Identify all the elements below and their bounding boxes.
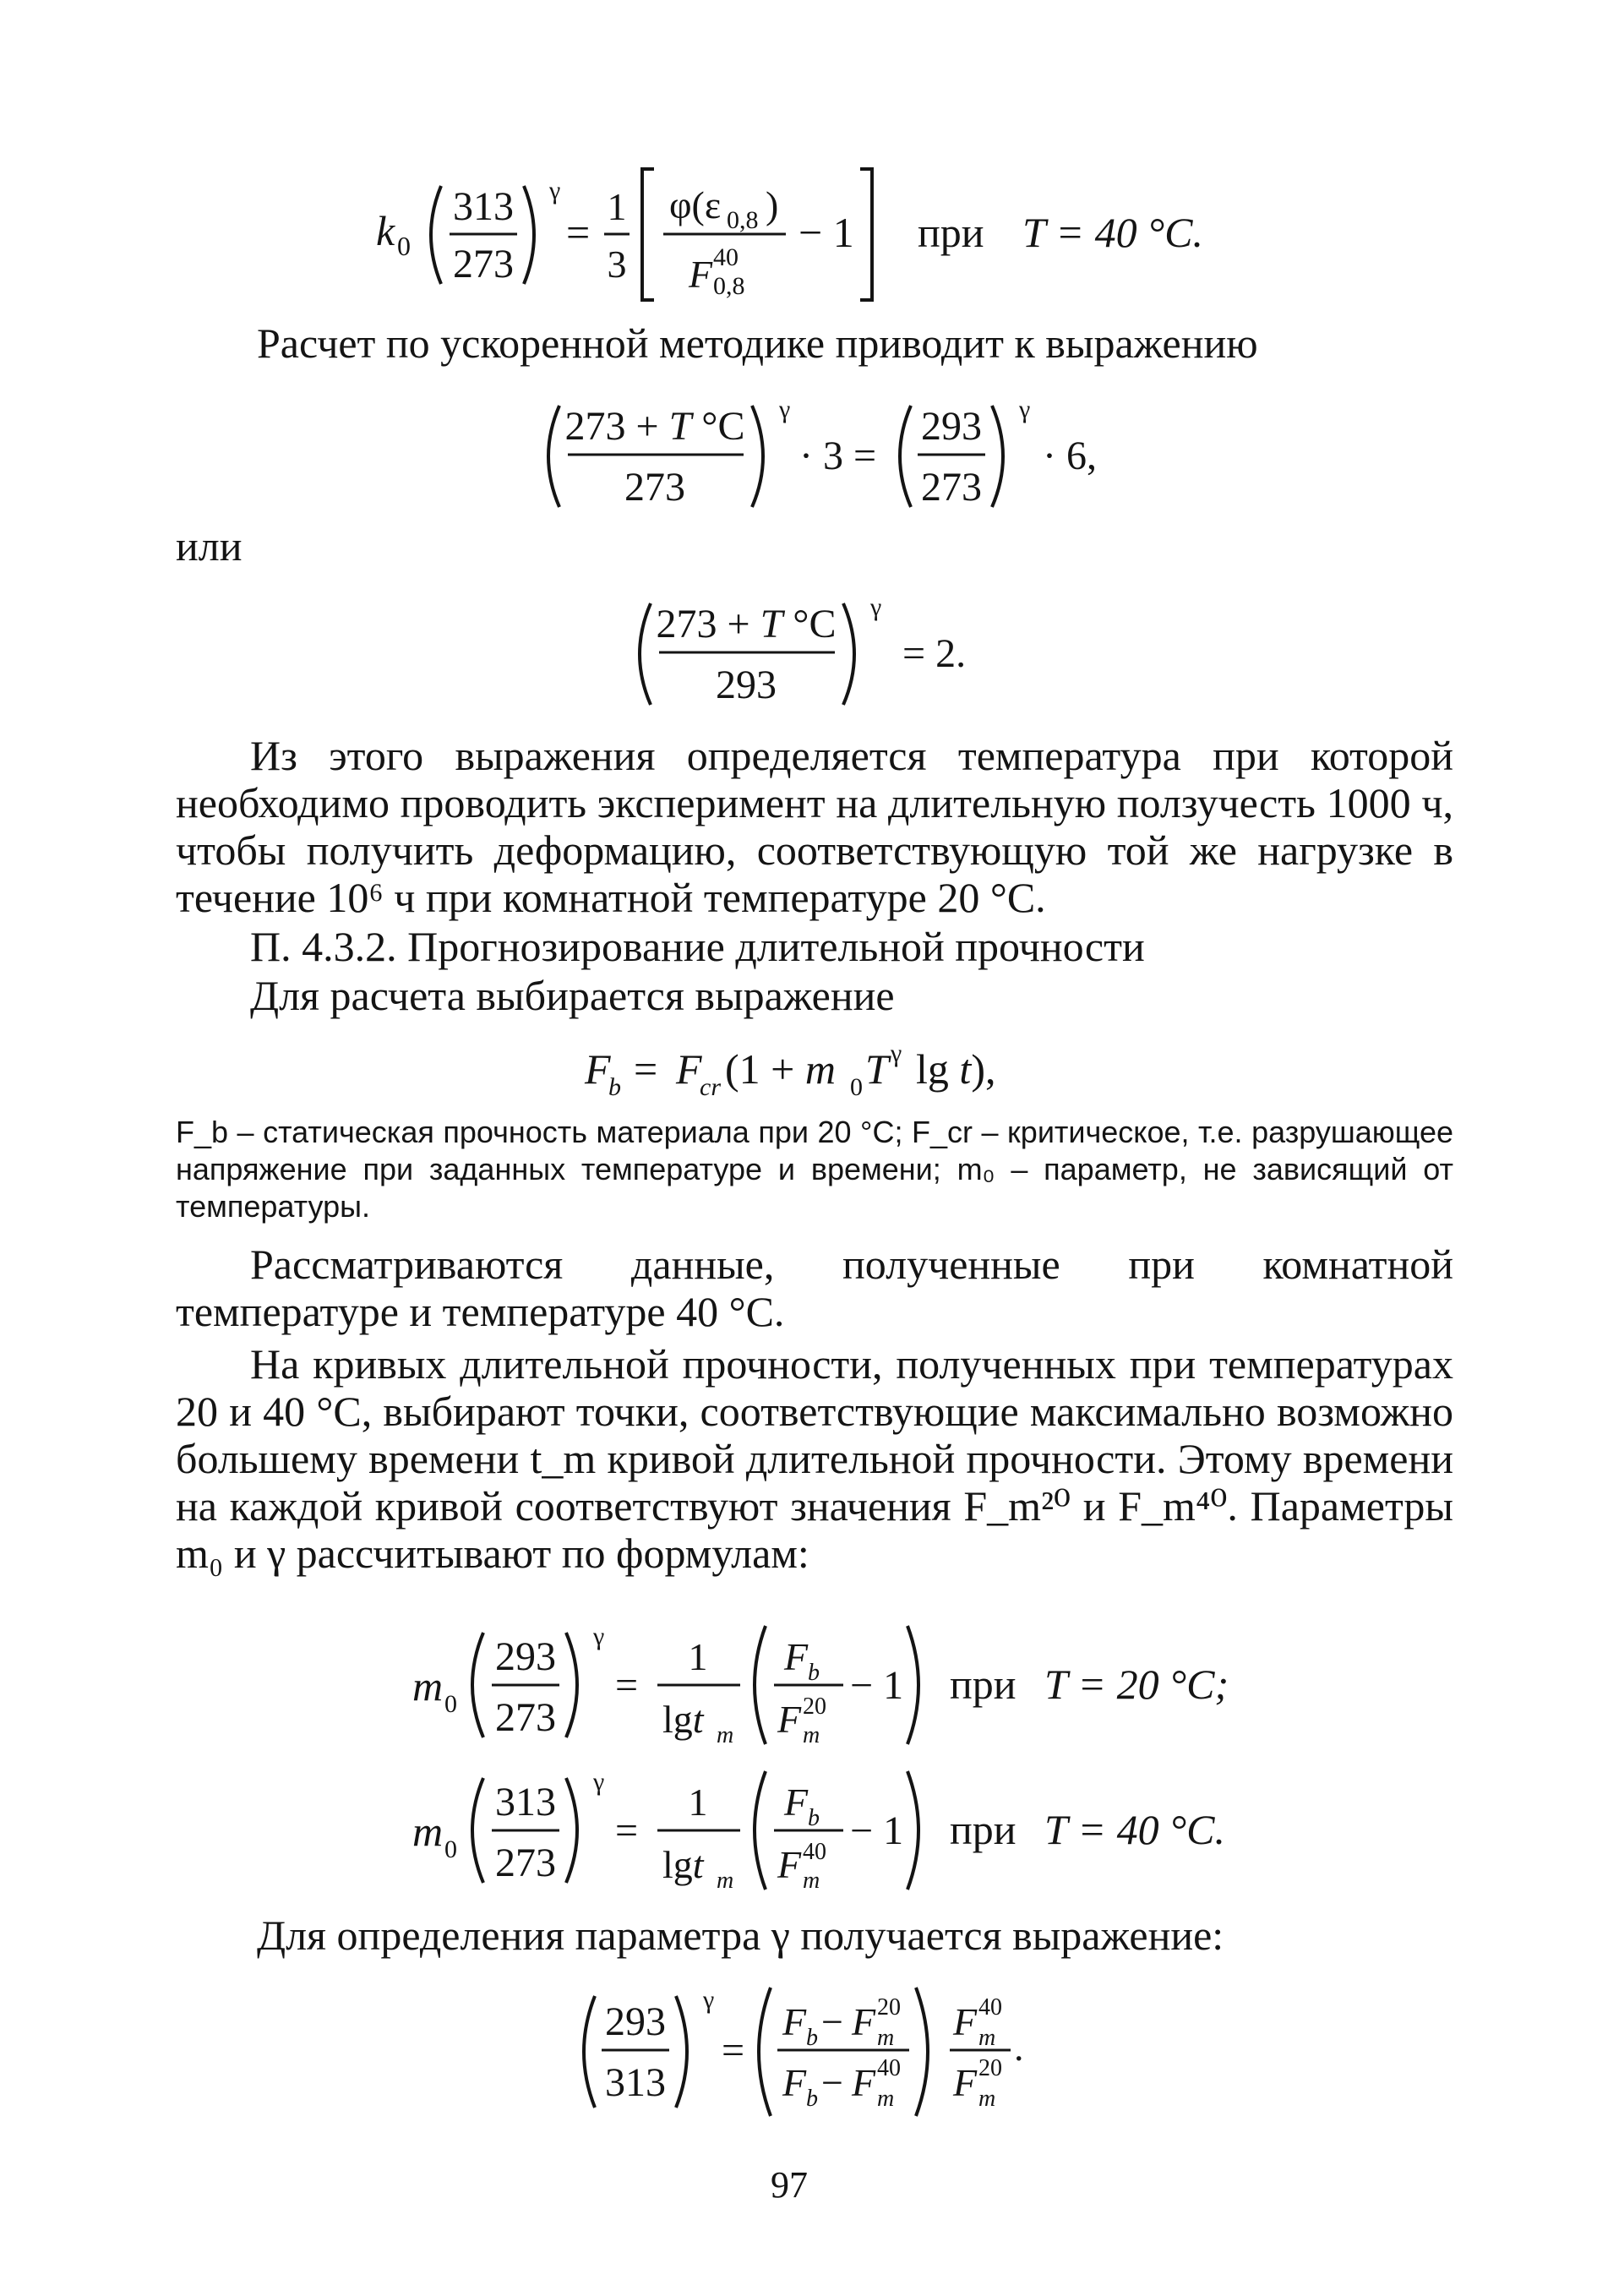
svg-text:F: F <box>782 2061 807 2104</box>
svg-text:F: F <box>777 1698 802 1741</box>
svg-text:= 2.: = 2. <box>902 631 967 676</box>
svg-text:0: 0 <box>444 1835 457 1863</box>
svg-text:313: 313 <box>605 2060 666 2105</box>
svg-text:b: b <box>808 1805 820 1831</box>
svg-text:40: 40 <box>877 2055 901 2081</box>
svg-text:=: = <box>566 209 591 256</box>
svg-text:=: = <box>615 1663 639 1708</box>
svg-text:γ: γ <box>549 177 561 205</box>
eq5-pri-label: при <box>950 1661 1017 1708</box>
svg-text:m: m <box>803 1722 820 1748</box>
equation-k0 <box>372 152 1217 313</box>
svg-text:γ: γ <box>703 1986 715 2014</box>
svg-text:293: 293 <box>605 1999 666 2044</box>
svg-text:293: 293 <box>495 1634 556 1679</box>
svg-text:273: 273 <box>921 465 982 510</box>
svg-text:lgt: lgt <box>662 1698 704 1741</box>
section-heading: П. 4.3.2. Прогнозирование длительной прочности <box>250 923 1145 970</box>
svg-text:cr: cr <box>700 1073 721 1101</box>
svg-text:=: = <box>722 2028 745 2073</box>
svg-text:20: 20 <box>978 2055 1002 2081</box>
svg-text:F: F <box>585 1045 611 1093</box>
svg-text:· 3 =: · 3 = <box>799 434 877 478</box>
svg-text:20: 20 <box>803 1693 826 1720</box>
svg-text:lgt: lgt <box>662 1843 704 1886</box>
svg-text:m: m <box>803 1868 820 1894</box>
svg-text:γ: γ <box>779 395 791 423</box>
svg-text:m: m <box>717 1868 734 1894</box>
svg-text:F: F <box>782 2000 807 2043</box>
svg-text:40: 40 <box>803 1839 826 1865</box>
svg-text:γ: γ <box>891 1039 902 1067</box>
paragraph-data-considered: Рассматриваются данные, полученные при комнатной температуре и температуре 40 °C. <box>176 1241 1453 1335</box>
svg-text:1: 1 <box>607 185 627 228</box>
svg-text:40: 40 <box>978 1994 1002 2021</box>
svg-text:1: 1 <box>688 1781 708 1824</box>
svg-text:1: 1 <box>688 1635 708 1678</box>
svg-text:m: m <box>978 2025 996 2051</box>
svg-text:=: = <box>615 1808 639 1853</box>
eq1-condition: T = 40 °C. <box>1022 209 1203 256</box>
svg-text:− 1: − 1 <box>850 1663 904 1708</box>
svg-text:F: F <box>953 2061 978 2104</box>
svg-text:F: F <box>784 1635 809 1678</box>
svg-text:− 1: − 1 <box>850 1808 904 1853</box>
equation-ratio-2 <box>624 583 1012 727</box>
svg-text:273 + T °C: 273 + T °C <box>564 404 745 449</box>
svg-text:m: m <box>877 2025 895 2051</box>
svg-text:φ(ε: φ(ε <box>669 183 722 226</box>
svg-text:F: F <box>689 253 713 296</box>
svg-text:· 6,: · 6, <box>1043 434 1097 478</box>
svg-text:273: 273 <box>495 1695 556 1740</box>
svg-text:273 + T °C: 273 + T °C <box>656 602 837 646</box>
svg-text:b: b <box>608 1073 621 1101</box>
page-number: 97 <box>771 2164 808 2206</box>
svg-text:293: 293 <box>716 663 777 707</box>
svg-text:lg t),: lg t), <box>916 1045 996 1093</box>
equation-m0-40c <box>412 1759 1257 1903</box>
svg-text:(1 + m: (1 + m <box>725 1045 836 1093</box>
svg-text:b: b <box>806 2025 818 2051</box>
svg-text:γ: γ <box>593 1622 605 1650</box>
equation-m0-20c <box>412 1614 1257 1758</box>
svg-text:T: T <box>865 1045 889 1093</box>
svg-text:−: − <box>821 2000 843 2043</box>
svg-text:F: F <box>852 2000 876 2043</box>
svg-text:0,8: 0,8 <box>713 272 745 300</box>
text-or: или <box>176 522 243 570</box>
svg-text:0: 0 <box>397 231 411 261</box>
svg-text:0,8: 0,8 <box>727 206 759 234</box>
svg-text:γ: γ <box>593 1768 605 1796</box>
svg-text:m: m <box>412 1662 444 1710</box>
eq1-pri-label: при <box>918 209 984 256</box>
svg-text:m: m <box>412 1808 444 1855</box>
svg-text:γ: γ <box>1019 395 1031 423</box>
note-variable-definitions: F_b – статическая прочность материала при 20 °C; F_cr – критическое, т.е. разрушающее напряжение при заданных температуре и времени; m₀ – параметр, не зависящий от температуры. <box>176 1115 1453 1224</box>
svg-text:F: F <box>784 1781 809 1824</box>
svg-text:m: m <box>717 1722 734 1748</box>
svg-text:F: F <box>953 2000 978 2043</box>
paragraph-experiment-temperature: Из этого выражения определяется температура при которой необходимо проводить эксперимент на длительную ползучесть 1000 ч, чтобы получить деформацию, соответствующую той же нагрузке в течение 10⁶ ч при комнатной температуре 20 °C. <box>176 732 1453 921</box>
svg-text:273: 273 <box>453 242 514 286</box>
svg-text:− 1: − 1 <box>798 209 854 256</box>
svg-text:.: . <box>1014 2026 1024 2069</box>
svg-text:m: m <box>978 2086 996 2112</box>
svg-text:m: m <box>877 2086 895 2112</box>
svg-text:b: b <box>806 2086 818 2112</box>
eq6-condition: T = 40 °C. <box>1044 1806 1225 1853</box>
svg-text:γ: γ <box>870 593 882 621</box>
text-for-calculation: Для расчета выбирается выражение <box>250 972 895 1019</box>
svg-text:273: 273 <box>624 465 685 510</box>
svg-text:40: 40 <box>713 243 739 271</box>
svg-text:): ) <box>766 183 779 226</box>
svg-text:b: b <box>808 1660 820 1686</box>
text-gamma-definition: Для определения параметра γ получается выражение: <box>257 1912 1224 1959</box>
svg-text:F: F <box>777 1843 802 1886</box>
svg-text:0: 0 <box>850 1073 863 1101</box>
svg-text:F: F <box>852 2061 876 2104</box>
equation-fb <box>585 1033 1058 1109</box>
equation-accelerated <box>532 387 1141 531</box>
svg-text:313: 313 <box>495 1780 556 1824</box>
paragraph-long-term-strength: На кривых длительной прочности, полученных при температурах 20 и 40 °C, выбирают точки, соответствующие максимально возможно большему времени t_m кривой длительной прочности. Этому времени на каждой кривой соответствуют значения F_m²⁰ и F_m⁴⁰. Параметры m₀ и γ рассчитывают по формулам: <box>176 1340 1453 1577</box>
svg-text:20: 20 <box>877 1994 901 2021</box>
eq6-pri-label: при <box>950 1806 1017 1853</box>
svg-text:−: − <box>821 2061 843 2104</box>
svg-text:F: F <box>676 1045 702 1093</box>
text-accelerated-method: Расчет по ускоренной методике приводит к выражению <box>257 319 1258 367</box>
svg-text:3: 3 <box>607 243 627 286</box>
equation-gamma <box>568 1976 1092 2128</box>
svg-text:0: 0 <box>444 1690 457 1718</box>
svg-text:273: 273 <box>495 1841 556 1885</box>
eq5-condition: T = 20 °C; <box>1044 1661 1229 1708</box>
svg-text:=: = <box>634 1045 658 1093</box>
svg-text:293: 293 <box>921 404 982 449</box>
svg-text:313: 313 <box>453 184 514 229</box>
svg-text:k: k <box>376 207 395 254</box>
